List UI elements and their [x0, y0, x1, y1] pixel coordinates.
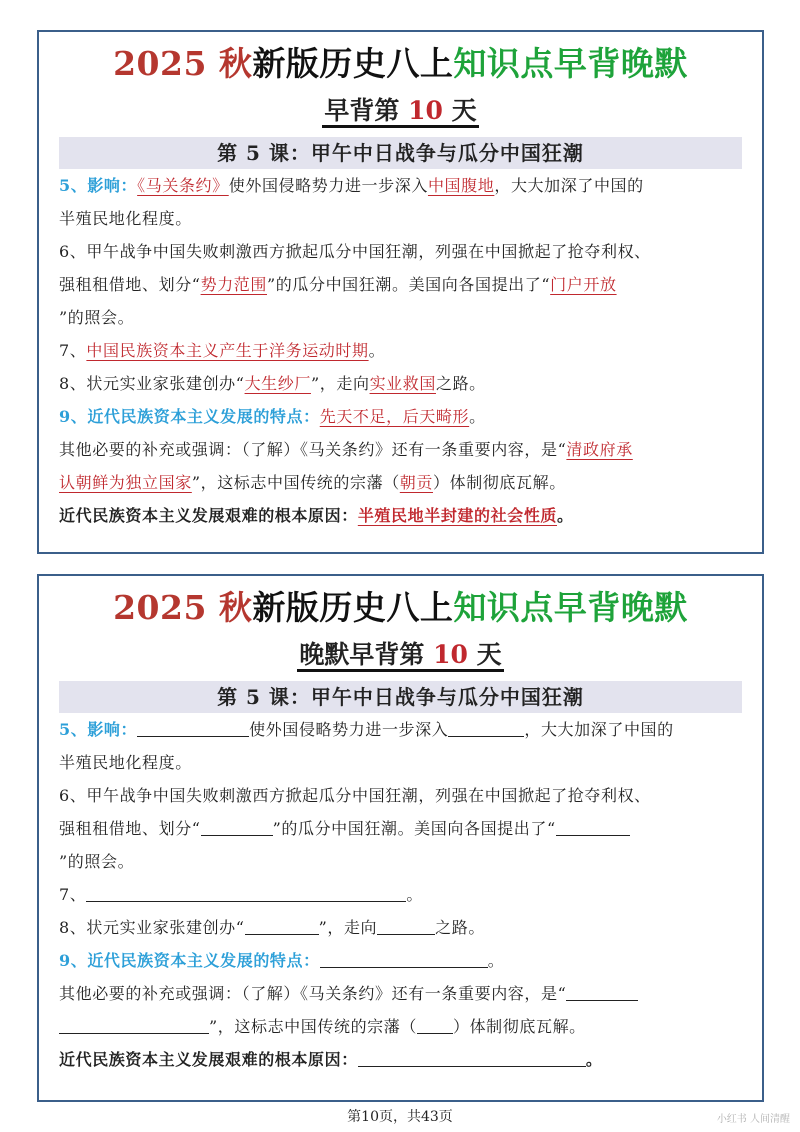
fill-blank[interactable]: [417, 1015, 453, 1034]
fill-blank[interactable]: [86, 883, 406, 902]
lesson-heading: 第 5 课：甲午中日战争与瓜分中国狂潮: [59, 137, 742, 169]
root-cause: 近代民族资本主义发展艰难的根本原因： 。: [59, 1050, 603, 1069]
fill-blank[interactable]: [377, 916, 435, 935]
page-number: 第10页，共43页: [347, 1109, 453, 1125]
main-title: 2025 秋新版历史八上知识点早背晚默: [113, 44, 688, 83]
fill-blank[interactable]: [358, 1048, 586, 1067]
fill-blank[interactable]: [245, 916, 319, 935]
lesson-heading: 第 5 课：甲午中日战争与瓜分中国狂潮: [59, 681, 742, 713]
fill-blank[interactable]: [320, 949, 488, 968]
evening-dictation-panel: [37, 574, 764, 1102]
point-9: 9、近代民族资本主义发展的特点： 。: [59, 951, 505, 970]
morning-recite-panel: [37, 30, 764, 554]
point-6: 6、甲午战争中国失败刺激西方掀起瓜分中国狂潮，列强在中国掀起了抢夺利权、: [59, 242, 651, 261]
supplement-cont: ”，这标志中国传统的宗藩（ ）体制彻底瓦解。: [59, 1010, 742, 1043]
point-7: 7、中国民族资本主义产生于洋务运动时期。: [59, 341, 386, 360]
fill-blank[interactable]: [556, 817, 630, 836]
day-subtitle: 晚默早背第 10 天: [39, 635, 762, 671]
supplement-cont: 认朝鲜为独立国家”，这标志中国传统的宗藩（朝贡）体制彻底瓦解。: [59, 473, 566, 492]
fill-blank[interactable]: [566, 982, 638, 1001]
main-title: 2025 秋新版历史八上知识点早背晚默: [113, 588, 688, 627]
point-6: 6、甲午战争中国失败刺激西方掀起瓜分中国狂潮，列强在中国掀起了抢夺利权、: [59, 786, 651, 805]
fill-blank[interactable]: [201, 817, 273, 836]
point-6-cont: 强租租借地、划分“ ”的瓜分中国狂潮。美国向各国提出了“: [59, 812, 742, 845]
point-9: 9、近代民族资本主义发展的特点：先天不足，后天畸形。: [59, 407, 486, 426]
point-5-cont: 半殖民地化程度。: [59, 753, 192, 772]
content: [39, 169, 762, 532]
supplement: 其他必要的补充或强调：（了解）《马关条约》还有一条重要内容，是“清政府承: [59, 440, 633, 459]
point-5-cont: 半殖民地化程度。: [59, 209, 192, 228]
fill-blank[interactable]: [448, 718, 524, 737]
point-8: 8、状元实业家张建创办“大生纱厂”，走向实业救国之路。: [59, 374, 486, 393]
fill-blank[interactable]: [137, 718, 249, 737]
point-5: 5、影响： 使外国侵略势力进一步深入 ，大大加深了中国的: [59, 720, 674, 739]
supplement: 其他必要的补充或强调：（了解）《马关条约》还有一条重要内容，是“: [59, 977, 742, 1010]
fill-blank[interactable]: [59, 1015, 209, 1034]
point-6-end: ”的照会。: [59, 852, 135, 871]
watermark: 小红书 人间清醒: [716, 1114, 790, 1125]
point-7: 7、 。: [59, 885, 423, 904]
point-8: 8、状元实业家张建创办“ ”，走向 之路。: [59, 918, 485, 937]
root-cause: 近代民族资本主义发展艰难的根本原因：半殖民地半封建的社会性质。: [59, 506, 574, 525]
content: [39, 713, 762, 1076]
point-6-cont: 强租租借地、划分“势力范围”的瓜分中国狂潮。美国向各国提出了“门户开放: [59, 275, 617, 294]
point-6-end: ”的照会。: [59, 308, 135, 327]
day-subtitle: 早背第 10 天: [39, 91, 762, 127]
point-5: 5、影响：《马关条约》使外国侵略势力进一步深入中国腹地，大大加深了中国的: [59, 176, 644, 195]
